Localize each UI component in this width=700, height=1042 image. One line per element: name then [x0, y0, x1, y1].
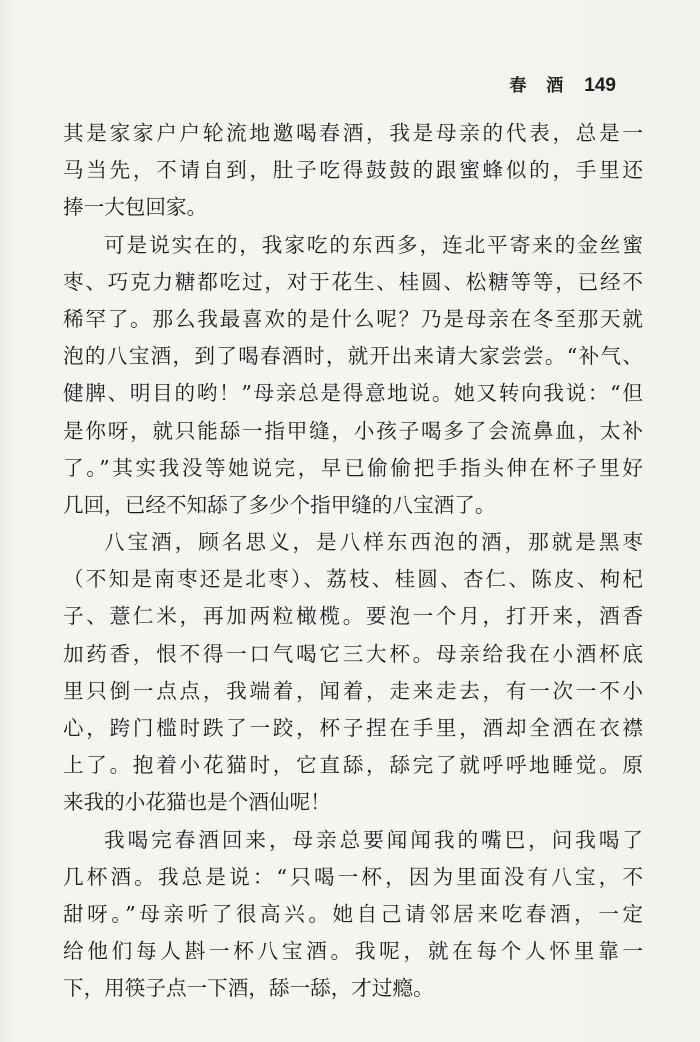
- running-title: 春 酒: [509, 76, 571, 96]
- running-head: [509, 71, 616, 99]
- text-line: 是你呀，就只能舔一指甲缝，小孩子喝多了会流鼻血，太补: [63, 418, 643, 443]
- text-line: 子、薏仁米，再加两粒橄榄。要泡一个月，打开来，酒香: [63, 604, 643, 629]
- page-number: 149: [584, 75, 616, 96]
- text-line: 下，用筷子点一下酒，舔一舔，才过瘾。: [63, 976, 434, 1001]
- text-line: （不知是南枣还是北枣）、荔枝、桂圆、杏仁、陈皮、枸杞: [63, 567, 643, 592]
- text-line: 几回，已经不知舔了多少个指甲缝的八宝酒了。: [63, 492, 496, 517]
- text-line: 来我的小花猫也是个酒仙呢！: [63, 790, 331, 815]
- text-line: 马当先，不请自到，肚子吃得鼓鼓的跟蜜蜂似的，手里还: [63, 158, 643, 183]
- text-line: 泡的八宝酒，到了喝春酒时，就开出来请大家尝尝。“补气、: [63, 344, 643, 369]
- text-line: 其是家家户户轮流地邀喝春酒，我是母亲的代表，总是一: [63, 121, 643, 145]
- text-line: 里只倒一点点，我端着，闻着，走来走去，有一次一不小: [63, 678, 643, 703]
- text-line: 健脾、明目的哟！”母亲总是得意地说。她又转向我说：“但: [63, 381, 643, 406]
- text-line: 枣、巧克力糖都吃过，对于花生、桂圆、松糖等等，已经不: [63, 269, 643, 294]
- body-text: [63, 115, 643, 1008]
- paragraph-start-line: 可是说实在的，我家吃的东西多，连北平寄来的金丝蜜: [104, 232, 643, 257]
- text-line: 甜呀。”母亲听了很高兴。她自己请邻居来吃春酒，一定: [63, 901, 643, 926]
- text-line: 上了。抱着小花猫时，它直舔，舔完了就呼呼地睡觉。原: [63, 753, 643, 778]
- text-line: 加药香，恨不得一口气喝它三大杯。母亲给我在小酒杯底: [63, 641, 643, 666]
- text-line: 捧一大包回家。: [63, 195, 208, 220]
- text-line: 给他们每人斟一杯八宝酒。我呢，就在每个人怀里靠一: [63, 939, 643, 964]
- text-line: 心，跨门槛时跌了一跤，杯子捏在手里，酒却全洒在衣襟: [63, 716, 643, 740]
- paragraph-start-line: 我喝完春酒回来，母亲总要闻闻我的嘴巴，问我喝了: [104, 827, 643, 852]
- paragraph-start-line: 八宝酒，顾名思义，是八样东西泡的酒，那就是黑枣: [104, 530, 643, 555]
- text-line: 稀罕了。那么我最喜欢的是什么呢？乃是母亲在冬至那天就: [63, 306, 643, 331]
- text-line: 了。”其实我没等她说完，早已偷偷把手指头伸在杯子里好: [63, 455, 643, 480]
- text-line: 几杯酒。我总是说：“只喝一杯，因为里面没有八宝，不: [63, 864, 643, 889]
